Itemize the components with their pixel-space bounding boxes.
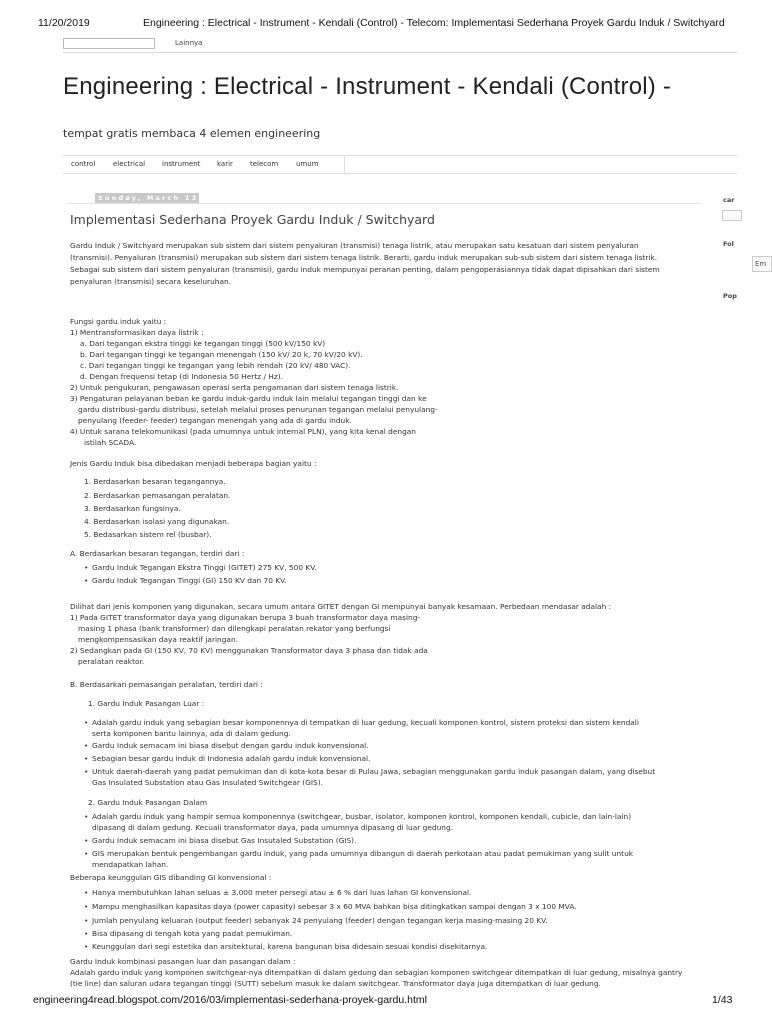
list-item: 5. Bedasarkan sistem rel (busbar). (84, 530, 212, 539)
tab-telecom[interactable]: telecom (250, 160, 279, 168)
paragraph-line: 2) Sedangkan pada GI (150 KV, 70 KV) menggunakan Transformator daya 3 phasa dan tidak ada (70, 646, 428, 655)
paragraph-line: A. Berdasarkan besaran tegangan, terdiri dari : (70, 549, 245, 558)
list-item: • Adalah gardu induk yang hampir semua komponennya (switchgear, busbar, isolator, komponen kontrol, komponen kendali, cubicle, dan lain-lain) (92, 811, 631, 823)
list-item: 4. Berdasarkan isolasi yang digunakan. (84, 517, 230, 526)
blog-tagline: tempat gratis membaca 4 elemen engineering (63, 127, 321, 140)
list-item: • Mampu menghasilkan kapasitas daya (power capasity) sebesar 3 x 60 MVA bahkan bisa ditingkatkan sampai dengan 3 x 100 MVA. (92, 901, 577, 913)
paragraph-line: Jenis Gardu Induk bisa dibedakan menjadi beberapa bagian yaitu : (70, 459, 317, 468)
paragraph-line: Fungsi gardu induk yaitu : (70, 317, 167, 326)
list-item: istilah SCADA. (84, 438, 137, 447)
list-item: 1. Gardu Induk Pasangan Luar : (88, 699, 205, 708)
list-item: 2. Berdasarkan pemasangan peralatan. (84, 491, 231, 500)
list-item: • Untuk daerah-daerah yang padat pemukiman dan di kota-kota besar di Pulau Jawa, sebagian menggunakan gardu induk pasangan dalam, yang disebut (92, 766, 655, 778)
navbar-more-link[interactable]: Lainnya (175, 39, 203, 47)
paragraph-line: Dilihat dari jenis komponen yang digunakan, secara umum antara GITET dengan GI mempunyai banyak kesamaan. Perbedaan mendasar adalah : (70, 602, 612, 611)
paragraph-line: (transmisi). Penyaluran (transmisi) merupakan sub sistem dari sistem tenaga listrik. Berarti, gardu induk merupakan sub-sub sistem dari sistem tenaga listrik. (70, 253, 658, 262)
list-item: Gas Insulated Substation atau Gas Insulated Switchgear (GIS). (92, 778, 323, 787)
tab-electrical[interactable]: electrical (113, 160, 146, 168)
print-page-title: Engineering : Electrical - Instrument - Kendali (Control) - Telecom: Implementasi Sederhana Proyek Gardu Induk / Switchyard (143, 17, 725, 29)
tab-control[interactable]: control (71, 160, 96, 168)
sidebar-email-field[interactable]: Em (752, 256, 772, 272)
list-item: • Jumlah penyulang keluaran (output feeder) sebanyak 24 penyulang (feeder) dengan tegangan kerja masing-masing 20 KV. (92, 915, 548, 927)
navbar-divider (63, 52, 737, 53)
list-item: 3. Berdasarkan fungsinya. (84, 504, 181, 513)
list-item: 3) Pengaturan pelayanan beban ke gardu induk-gardu induk lain melalui tegangan tinggi dan ke (70, 394, 427, 403)
list-item: d. Dengan frequensi tetap (di Indonesia 50 Hertz / Hz). (80, 372, 283, 381)
paragraph-line: Gardu Induk kombinasi pasangan luar dan pasangan dalam : (70, 957, 296, 966)
list-item: 2. Gardu Induk Pasangan Dalam (88, 798, 208, 807)
navbar-search-input[interactable] (63, 38, 155, 49)
list-item: • Gardu Induk Tegangan Tinggi (GI) 150 KV dan 70 KV. (92, 575, 287, 587)
sidebar-search-input[interactable] (722, 210, 742, 221)
blogger-navbar (63, 38, 737, 50)
list-item: • Adalah gardu induk yang sebagian besar komponennya di tempatkan di luar gedung, kecuali komponen kontrol, sistem proteksi dan sistem kendali (92, 717, 639, 729)
list-item: • Gardu Induk semacam ini biasa disebut Gas Insutaled Substation (GIS). (92, 835, 356, 847)
paragraph-line: Sebagai sub sistem dari sistem penyaluran (transmisi), gardu induk mempunyai peranan penting, dalam pengoperasiannya tidak dapat dipisahkan dari sistem (70, 265, 660, 274)
post-date: Sunday, March 13, 2016 (95, 193, 199, 203)
list-item: • Hanya membutuhkan lahan seluas ± 3.000 meter persegi atau ± 6 % dari luas lahan GI konvensional. (92, 887, 471, 899)
list-item: serta komponen bantu lainnya, ada di dalam gedung. (92, 729, 291, 738)
print-date: 11/20/2019 (38, 17, 90, 29)
label-tabs (63, 155, 737, 174)
paragraph-line: penyaluran (transmisi) secara keseluruhan. (70, 277, 232, 286)
list-item: b. Dari tegangan tinggi ke tegangan menengah (150 kV/ 20 k, 70 kV/20 kV). (80, 350, 363, 359)
tab-umum[interactable]: umum (296, 160, 319, 168)
paragraph-line: B. Berdasarkan pemasangan peralatan, terdiri dari : (70, 680, 263, 689)
blog-title[interactable]: Engineering : Electrical - Instrument - Kendali (Control) - (63, 73, 672, 100)
list-item: • Gardu Induk Tegangan Ekstra Tinggi (GITET) 275 KV, 500 KV. (92, 562, 317, 574)
list-item: a. Dari tegangan ekstra tinggi ke tegangan tinggi (500 kV/150 kV) (80, 339, 326, 348)
list-item: 4) Untuk sarana telekomunikasi (pada umumnya untuk internal PLN), yang kita kenal dengan (70, 427, 416, 436)
date-divider (68, 203, 701, 204)
list-item: penyulang (feeder- feeder) tegangan menengah yang ada di gardu induk. (78, 416, 352, 425)
list-item: • GIS merupakan bentuk pengembangan gardu induk, yang pada umumnya dibangun di daerah perkotaan atau padat pemukiman yang sulit untuk (92, 848, 633, 860)
page-number: 1/43 (712, 994, 733, 1006)
list-item: mendapatkan lahan. (92, 860, 169, 869)
list-item: • Keunggulan dari segi estetika dan arsitektural, karena bangunan bisa didesain sesuai kondisi disekitarnya. (92, 941, 487, 953)
tab-instrument[interactable]: instrument (162, 160, 201, 168)
sidebar-heading: Fol (723, 240, 734, 248)
list-item: c. Dari tegangan tinggi ke tegangan yang lebih rendah (20 kV/ 480 VAC). (80, 361, 351, 370)
paragraph-line: Gardu Induk / Switchyard merupakan sub sistem dari sistem penyaluran (transmisi) tenaga listrik, atau merupakan satu kesatuan dari sistem penyaluran (70, 241, 639, 250)
paragraph-line: Beberapa keunggulan GIS dibanding GI konvensional : (70, 873, 272, 882)
paragraph-line: 1) Pada GITET transformator daya yang digunakan berupa 3 buah transformator daya masing- (70, 613, 421, 622)
list-item: 1. Berdasarkan besaran tegangannya. (84, 477, 226, 486)
paragraph-line: peralatan reaktor. (78, 657, 145, 666)
page-url: engineering4read.blogspot.com/2016/03/implementasi-sederhana-proyek-gardu.html (33, 994, 427, 1006)
paragraph-line: mengkompensasikan daya reaktif jaringan. (78, 635, 238, 644)
list-item: • Bisa dipasang di tengah kota yang padat pemukiman. (92, 928, 292, 940)
paragraph-line: masing 1 phasa (bank transformer) dan dilengkapi peralatan rekator yang berfungsi (78, 624, 391, 633)
list-item: gardu distribusi-gardu distribusi, setelah melalui proses penurunan tegangan melalui penyulang- (78, 405, 438, 414)
list-item: 2) Untuk pengukuran, pengawasan operasi serta pengamanan dari sistem tenaga listrik. (70, 383, 399, 392)
tab-karir[interactable]: karir (217, 160, 233, 168)
paragraph-line: (tie line) dan saluran udara tegangan tinggi (SUTT) sebelum masuk ke dalam switchgear. Transformator daya juga ditempatkan di luar gedung. (70, 979, 601, 988)
paragraph-line: Adalah gardu induk yang komponen switchgear-nya ditempatkan di dalam gedung dan sebagian komponen switchgear ditempatkan di luar gedung, misalnya gantry (70, 968, 683, 977)
sidebar-heading: Pop (723, 292, 737, 300)
post-title[interactable]: Implementasi Sederhana Proyek Gardu Induk / Switchyard (70, 212, 435, 227)
list-item: • Sebagian besar gardu induk di Indonesia adalah gardu induk konvensional. (92, 753, 370, 765)
paragraph-line: 1) Mentransformasikan daya listrik : (70, 328, 204, 337)
list-item: • Gardu Induk semacam ini biasa disebut dengan gardu induk konvensional. (92, 740, 369, 752)
list-item: dipasang di dalam gedung. Kecuali transformator daya, pada umumnya dipasang di luar gedung. (92, 823, 453, 832)
sidebar-heading: car (723, 196, 735, 204)
